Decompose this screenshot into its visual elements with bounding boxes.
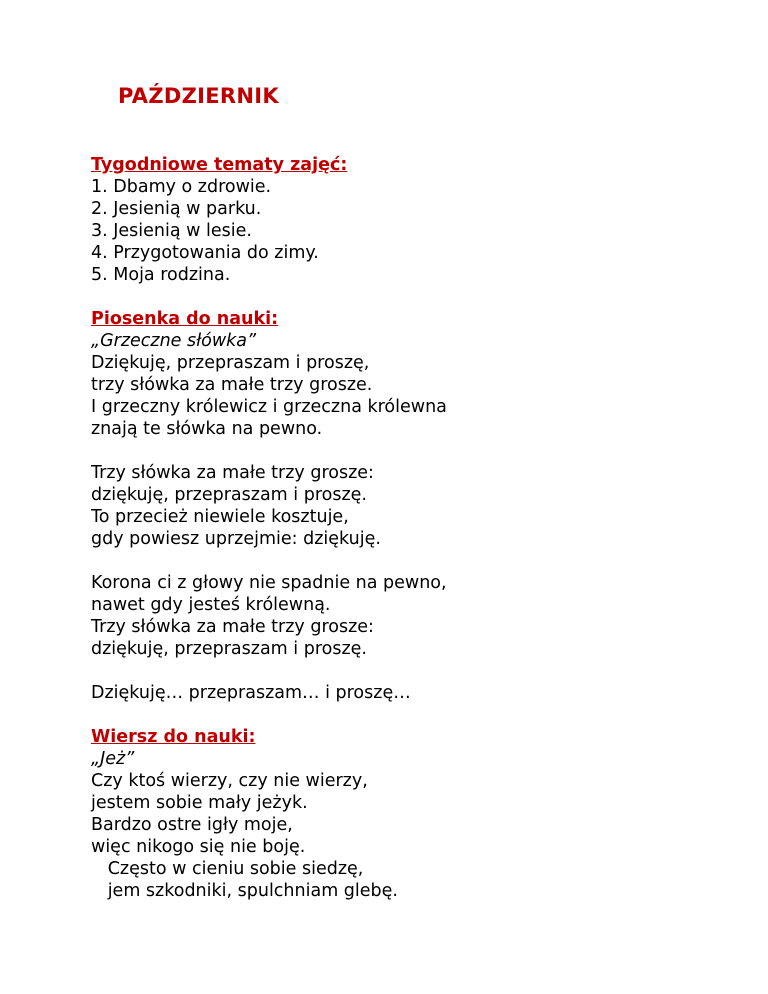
song-line: dziękuję, przepraszam i proszę.: [91, 639, 367, 659]
spacer: [91, 704, 751, 726]
poem-title: „Jeż”: [91, 749, 135, 769]
song-line: gdy powiesz uprzejmie: dziękuję.: [91, 529, 381, 549]
song-line: nawet gdy jesteś królewną.: [91, 595, 331, 615]
song-line: dziękuję, przepraszam i proszę.: [91, 485, 367, 505]
poem-line: jem szkodniki, spulchniam glebę.: [91, 881, 398, 901]
song-line: Trzy słówka za małe trzy grosze:: [91, 463, 374, 483]
poem-line: Bardzo ostre igły moje,: [91, 815, 293, 835]
song-line: trzy słówka za małe trzy grosze.: [91, 375, 373, 395]
song-line: znają te słówka na pewno.: [91, 419, 323, 439]
spacer: [91, 550, 751, 572]
page-title: PAŹDZIERNIK: [118, 84, 279, 108]
poem-line: jestem sobie mały jeżyk.: [91, 793, 308, 813]
spacer: [91, 660, 751, 682]
poem-heading: Wiersz do nauki:: [91, 727, 256, 747]
spacer: [91, 440, 751, 462]
document-body: [91, 154, 751, 902]
song-title: „Grzeczne słówka”: [91, 331, 257, 351]
song-line: Korona ci z głowy nie spadnie na pewno,: [91, 573, 447, 593]
theme-item: 1. Dbamy o zdrowie.: [91, 177, 272, 197]
poem-line: Czy ktoś wierzy, czy nie wierzy,: [91, 771, 368, 791]
theme-item: 2. Jesienią w parku.: [91, 199, 262, 219]
theme-item: 5. Moja rodzina.: [91, 265, 231, 285]
poem-line: więc nikogo się nie boję.: [91, 837, 306, 857]
themes-heading: Tygodniowe tematy zajęć:: [91, 155, 348, 175]
song-line: Dziękuję, przepraszam i proszę,: [91, 353, 370, 373]
theme-item: 3. Jesienią w lesie.: [91, 221, 252, 241]
spacer: [91, 286, 751, 308]
song-heading: Piosenka do nauki:: [91, 309, 279, 329]
song-line: To przecież niewiele kosztuje,: [91, 507, 349, 527]
theme-item: 4. Przygotowania do zimy.: [91, 243, 319, 263]
song-line: Dziękuję… przepraszam… i proszę…: [91, 683, 411, 703]
song-line: I grzeczny królewicz i grzeczna królewna: [91, 397, 447, 417]
song-line: Trzy słówka za małe trzy grosze:: [91, 617, 374, 637]
poem-line: Często w cieniu sobie siedzę,: [91, 859, 364, 879]
